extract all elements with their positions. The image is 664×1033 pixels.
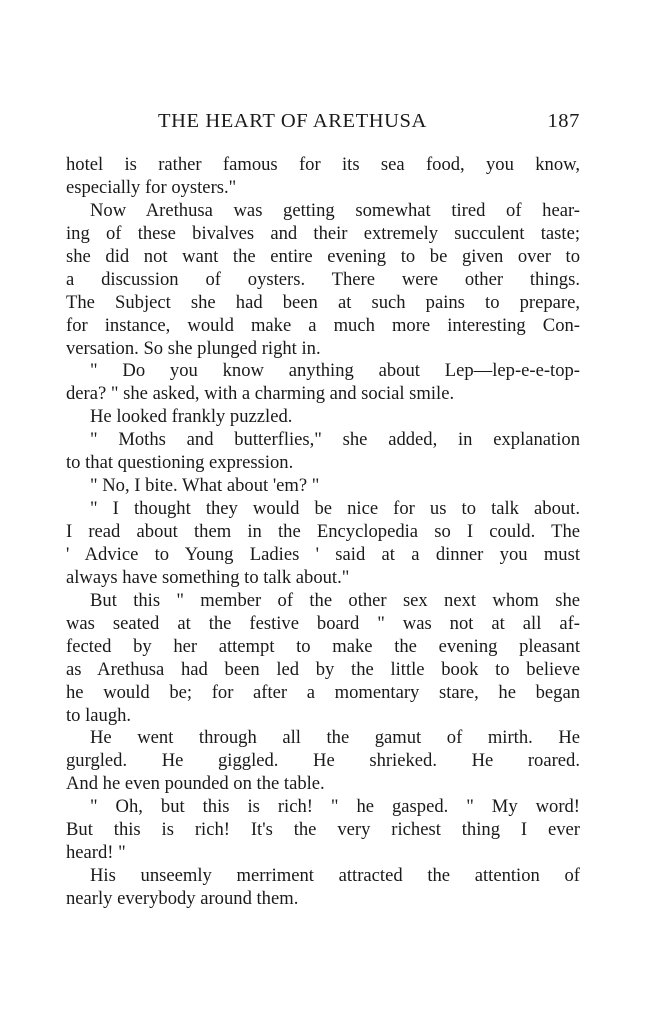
text-line: nearly everybody around them. xyxy=(66,888,299,909)
text-line: I read about them in the Encyclopedia so I could. The xyxy=(66,521,580,542)
text-line: for instance, would make a much more interesting Con- xyxy=(66,314,580,336)
text-line: The Subject she had been at such pains to prepare, xyxy=(66,291,580,313)
text-line: ing of these bivalves and their extremely succulent taste; xyxy=(66,222,580,244)
text-line: heard! " xyxy=(66,842,126,864)
text-line: His unseemly merriment attracted the attention of xyxy=(90,865,580,887)
text-line: " No, I bite. What about 'em? " xyxy=(90,475,320,497)
text-line: " Oh, but this is rich! " he gasped. " My word! xyxy=(90,796,580,818)
text-line: always have something to talk about." xyxy=(66,566,350,588)
text-line: as Arethusa had been led by the little book to believe xyxy=(66,658,580,680)
text-line: versation. So she plunged right in. xyxy=(66,337,321,359)
text-line: But this " member of the other sex next whom she xyxy=(90,589,580,611)
text-line: to that questioning expression. xyxy=(66,452,294,474)
text-line: He looked frankly puzzled. xyxy=(90,406,293,428)
text-line: But this is rich! It's the very richest thing I ever xyxy=(66,819,580,841)
text-line: fected by her attempt to make the evening pleasant xyxy=(66,635,580,657)
text-line: was seated at the festive board " was not at all af- xyxy=(66,612,580,634)
text-line: gurgled. He giggled. He shrieked. He roared. xyxy=(66,750,580,772)
body-text xyxy=(66,154,580,911)
text-line: she did not want the entire evening to be given over to xyxy=(66,245,580,267)
running-title: THE HEART OF ARETHUSA xyxy=(158,110,427,132)
text-line: He went through all the gamut of mirth. He xyxy=(90,727,580,749)
page-number: 187 xyxy=(547,110,580,132)
text-line: to laugh. xyxy=(66,704,132,726)
text-line: " I thought they would be nice for us to talk about. xyxy=(90,498,580,520)
text-line: " Moths and butterflies," she added, in explanation xyxy=(90,429,580,451)
running-head xyxy=(66,110,580,140)
text-line: And he even pounded on the table. xyxy=(66,773,325,795)
text-line: he would be; for after a momentary stare, he began xyxy=(66,681,580,703)
text-line: Now Arethusa was getting somewhat tired of hear- xyxy=(90,199,580,221)
text-line: dera? " she asked, with a charming and social smile. xyxy=(66,383,455,405)
text-line: " Do you know anything about Lep—lep-e-e-top- xyxy=(90,360,580,382)
text-line: hotel is rather famous for its sea food, you know, xyxy=(66,154,580,175)
text-line: ' Advice to Young Ladies ' said at a dinner you must xyxy=(66,543,580,565)
text-line: a discussion of oysters. There were other things. xyxy=(66,268,580,290)
text-line: especially for oysters." xyxy=(66,176,237,198)
